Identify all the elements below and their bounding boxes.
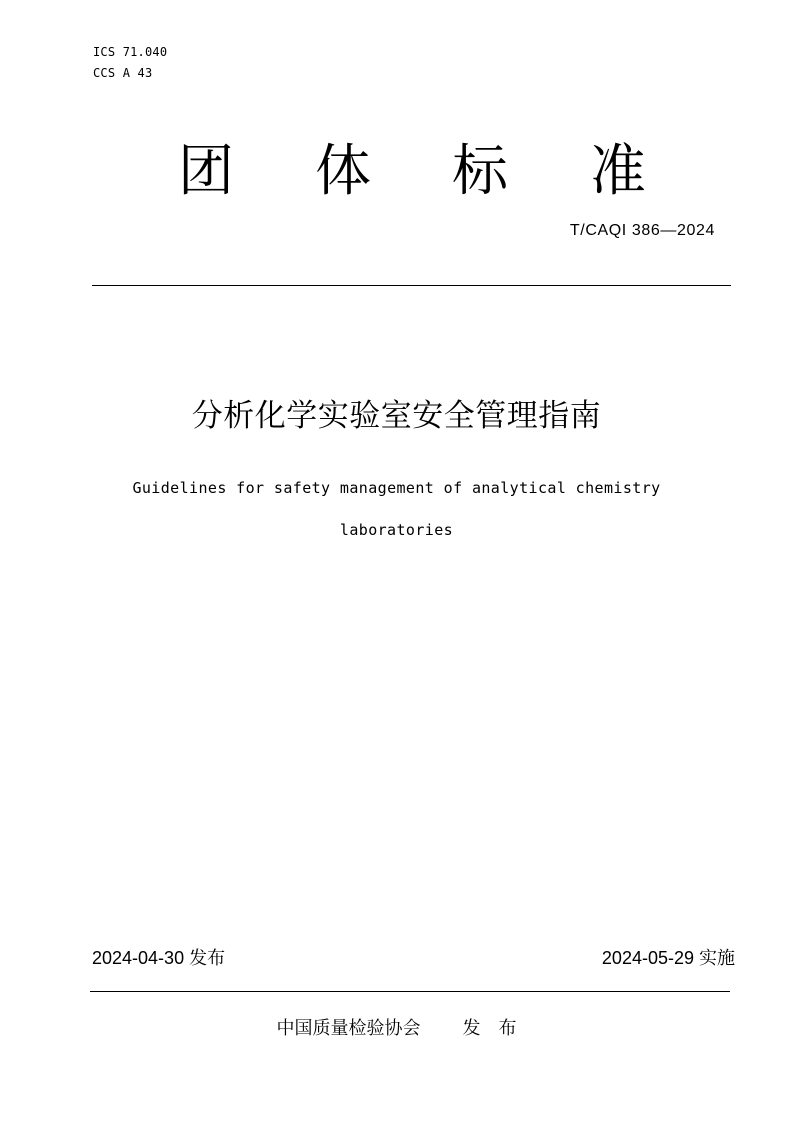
standard-type-char: 标 [452, 139, 508, 204]
title-english [0, 467, 793, 551]
publisher-action-char: 发 [462, 1018, 481, 1039]
top-divider [92, 285, 731, 286]
title-english-line2: laboratories [339, 521, 454, 539]
publisher-action-char: 布 [498, 1018, 517, 1039]
title-chinese: 分析化学实验室安全管理指南 [191, 398, 602, 434]
title-english-line1: Guidelines for safety management of analytical chemistry [132, 479, 661, 497]
standard-type-char: 体 [315, 139, 371, 204]
classification-codes [93, 42, 167, 84]
standard-number: T/CAQI 386—2024 [569, 222, 715, 239]
publisher-line [0, 1016, 793, 1042]
standard-type-char: 团 [178, 139, 234, 204]
publisher-name: 中国质量检验协会 [276, 1018, 421, 1039]
implementation-date: 2024-05-29 实施 [601, 948, 735, 968]
ccs-code: CCS A 43 [93, 66, 153, 80]
standard-type-char: 准 [590, 139, 646, 204]
issue-date: 2024-04-30 发布 [92, 948, 226, 968]
bottom-divider [90, 991, 730, 992]
standard-type-heading [0, 140, 793, 210]
ics-code: ICS 71.040 [93, 45, 168, 59]
